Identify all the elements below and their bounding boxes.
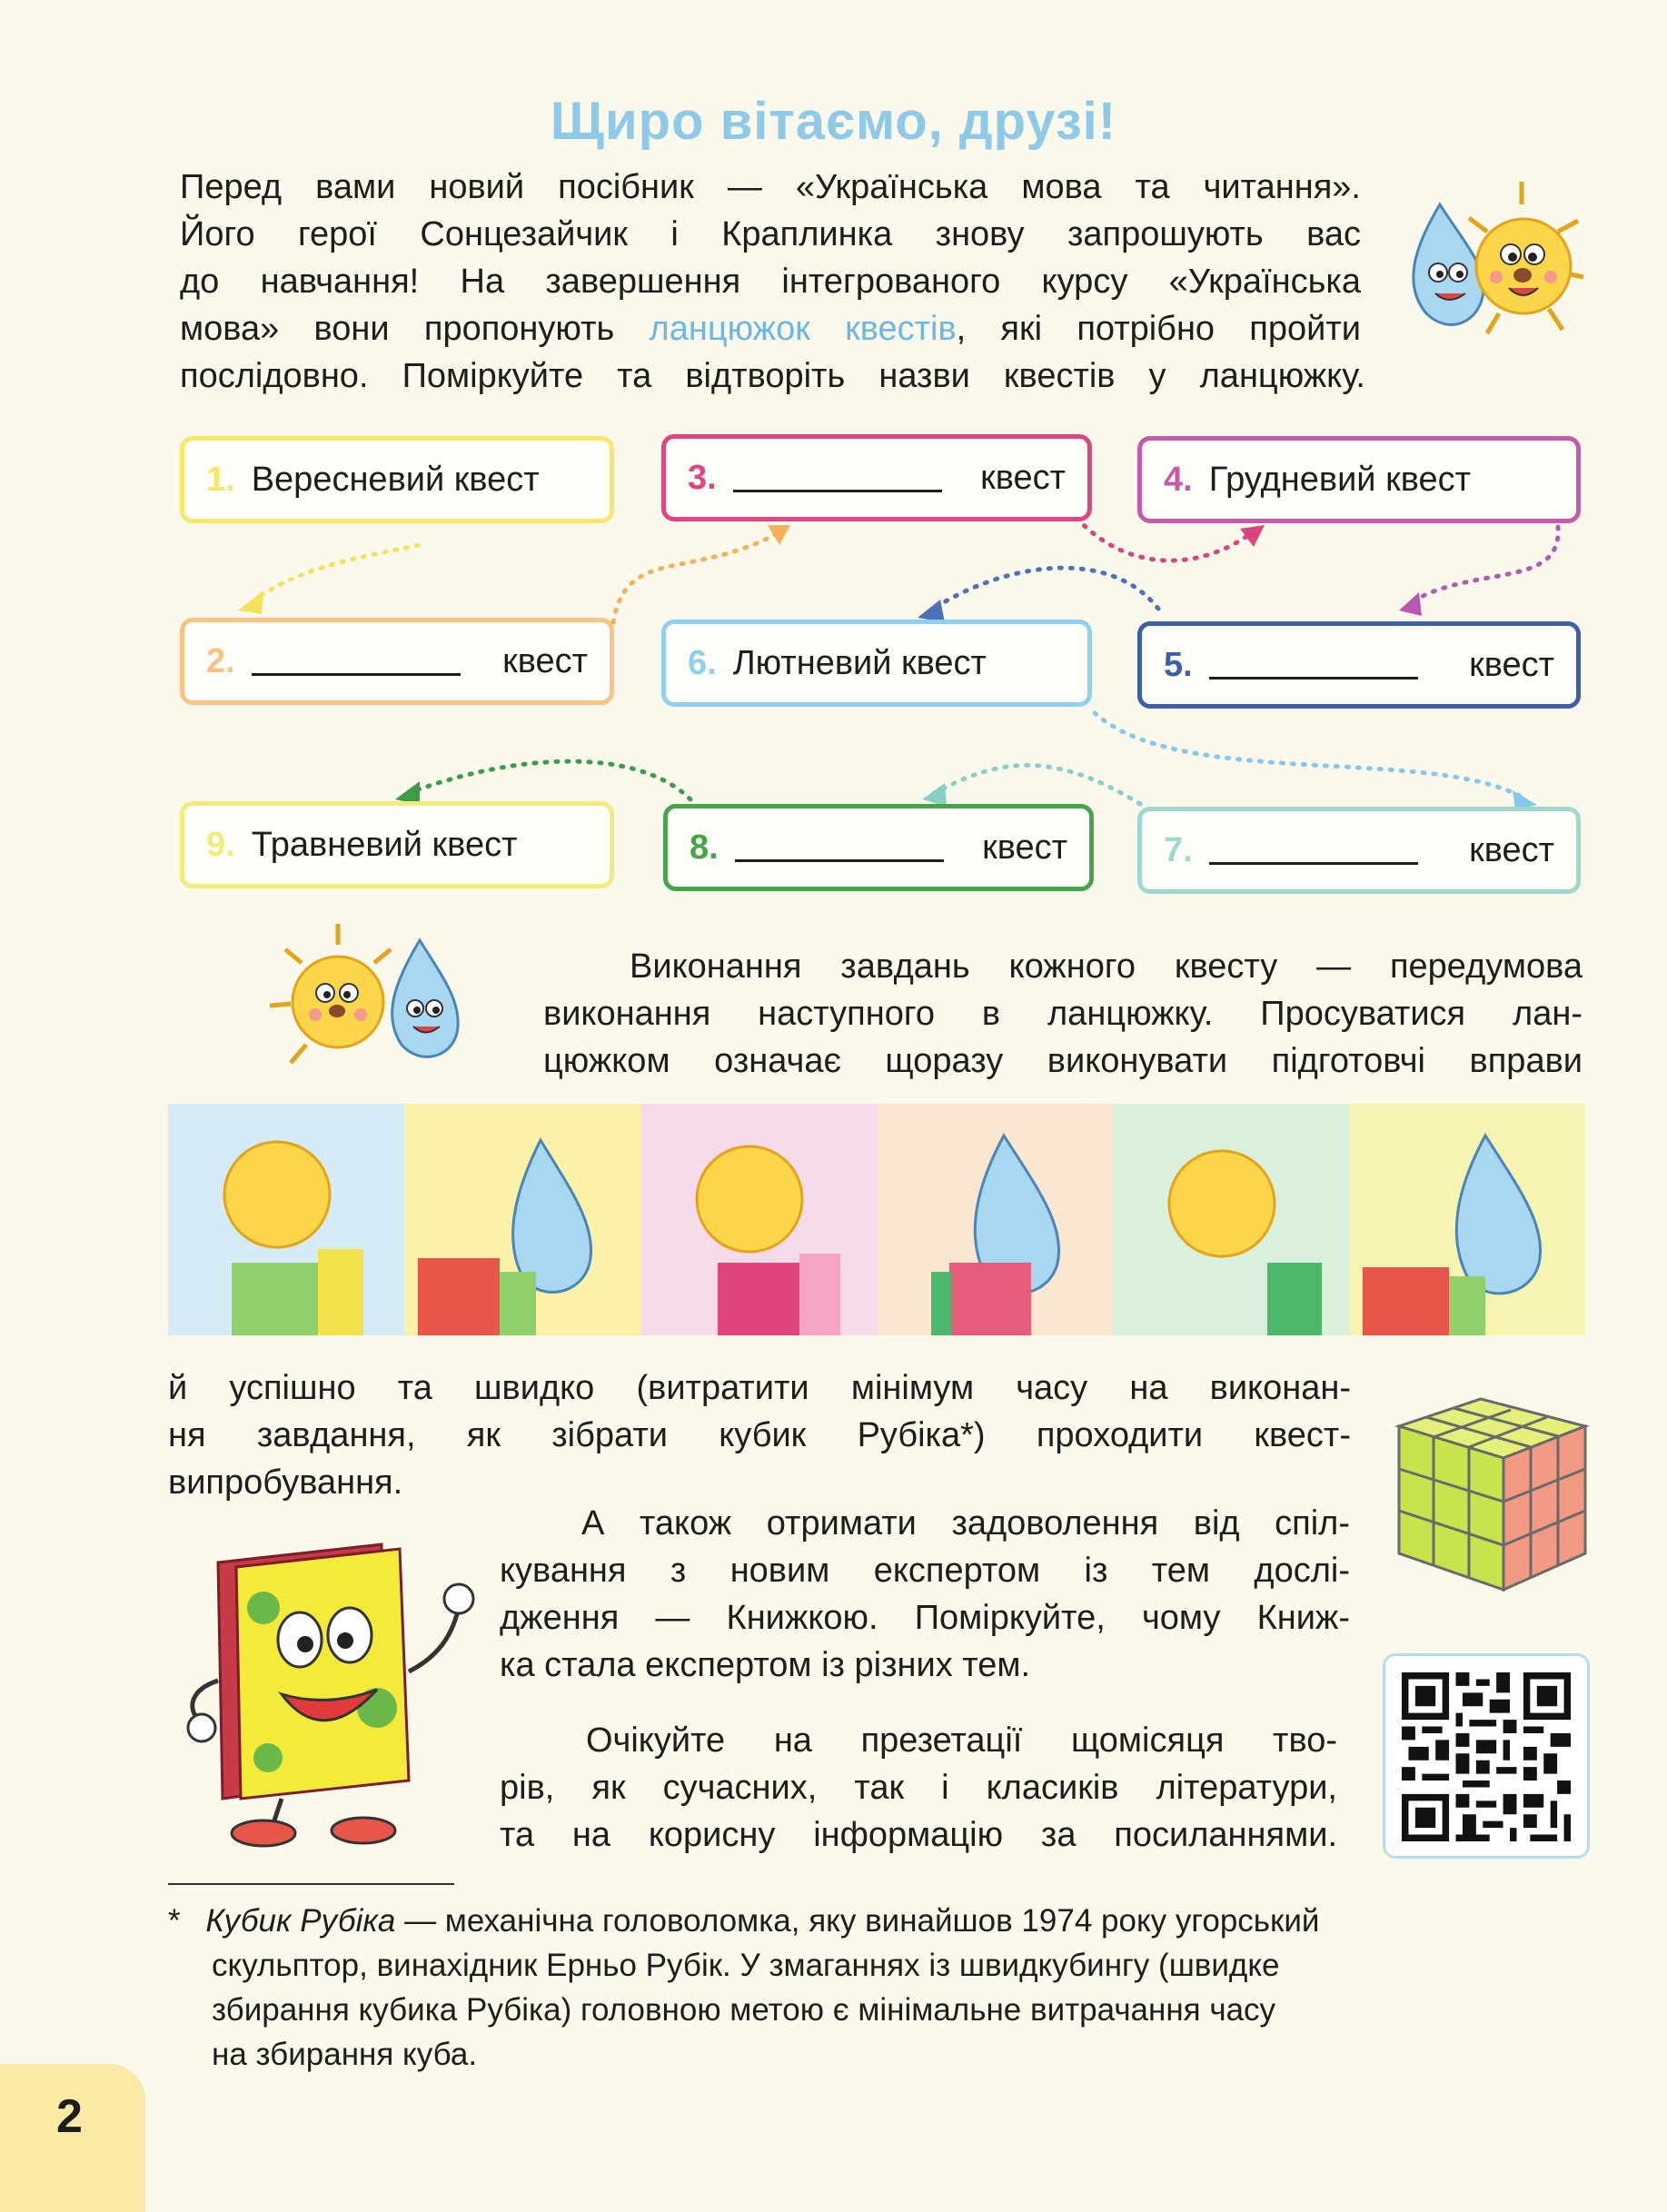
strip-panel xyxy=(168,1104,404,1335)
quest-number: 2. xyxy=(206,641,235,680)
quest-box-5[interactable] xyxy=(1137,621,1581,709)
after-strip-line: випробування. xyxy=(168,1463,403,1502)
quest-box-9 xyxy=(180,801,614,888)
connector-4-5 xyxy=(1408,527,1558,604)
strip-panel xyxy=(640,1104,877,1335)
quest-box-2[interactable] xyxy=(180,618,614,705)
quest-box-4 xyxy=(1137,436,1581,523)
quest-name: Лютневий квест xyxy=(732,643,987,682)
footnote xyxy=(168,1899,1581,2077)
after-strip-line: ня завдання, як зібрати кубик Рубіка*) проходити квест- xyxy=(168,1416,1351,1454)
quest-name-blank[interactable] xyxy=(735,834,944,862)
quest-suffix: квест xyxy=(1469,830,1554,869)
footnote-line: скульптор, винахідник Ерньо Рубік. У змаганнях із швидкубингу (швидке xyxy=(212,1948,1280,1983)
sunbunny-and-droplet-illustration-2 xyxy=(265,922,474,1076)
page-title: Щиро вітаємо, друзі! xyxy=(550,92,1117,151)
book-line: кування з новим експертом із тем дослі- xyxy=(500,1552,1350,1590)
intro-line: Перед вами новий посібник — «Українська мова та читання». xyxy=(180,168,1361,206)
book-line: дження — Книжкою. Поміркуйте, чому Книж- xyxy=(500,1599,1350,1637)
quest-suffix: квест xyxy=(982,828,1067,867)
droplet-body xyxy=(392,940,459,1056)
quest-suffix: квест xyxy=(1469,645,1554,684)
connector-2-3 xyxy=(613,531,781,622)
connector-8-9 xyxy=(404,761,690,799)
footnote-text: — механічна головоломка, яку винайшов 1974 року угорський xyxy=(395,1903,1320,1939)
quest-suffix: квест xyxy=(502,641,588,680)
strip-panel xyxy=(1349,1104,1585,1335)
quest-chain-link[interactable]: ланцюжок квестів xyxy=(649,310,957,348)
book-line: А також отримати задоволення від спіл- xyxy=(581,1504,1350,1542)
quest-name-blank[interactable] xyxy=(1209,651,1418,679)
qr-code-frame[interactable] xyxy=(1383,1653,1590,1859)
quest-box-8[interactable] xyxy=(663,804,1094,891)
quest-suffix: квест xyxy=(980,458,1066,497)
strip-panel xyxy=(404,1104,640,1335)
footnote-line: збирання кубика Рубіка) головною метою є мінімальне витрачання часу xyxy=(212,1992,1276,2028)
footnote-divider xyxy=(168,1883,454,1885)
quest-box-7[interactable] xyxy=(1137,807,1581,894)
presentation-line: рів, як сучасних, так і класиків літератури, xyxy=(500,1769,1337,1807)
quest-name: Травневий квест xyxy=(251,825,518,864)
footnote-line: на збирання куба. xyxy=(212,2037,478,2072)
rubiks-cube-illustration xyxy=(1394,1376,1590,1594)
intro-text: мова» вони пропонують xyxy=(180,310,650,348)
quest-box-6 xyxy=(661,620,1092,707)
quest-number: 1. xyxy=(206,460,235,499)
sunbunny-face xyxy=(293,957,383,1047)
quest-number: 7. xyxy=(1164,830,1193,869)
intro-line: до навчання! На завершення інтегрованого курсу «Українська xyxy=(180,263,1361,301)
quest-name-blank[interactable] xyxy=(1209,837,1418,865)
quest-name-blank[interactable] xyxy=(252,648,461,676)
intro-text: , які потрібно пройти xyxy=(956,310,1361,348)
connector-1-2 xyxy=(250,545,418,604)
quest-box-1 xyxy=(180,436,614,523)
connector-7-8 xyxy=(931,765,1140,804)
footnote-term: Кубик Рубіка xyxy=(205,1903,396,1939)
footnote-marker: * xyxy=(168,1903,181,1939)
connector-3-4 xyxy=(1077,518,1254,560)
presentation-paragraph xyxy=(500,1717,1337,1859)
book-character-illustration xyxy=(182,1526,491,1853)
quest-number: 3. xyxy=(688,458,717,497)
middle-line: Виконання завдань кожного квесту — передумова xyxy=(630,947,1583,986)
quest-number: 6. xyxy=(688,643,717,682)
quest-number: 5. xyxy=(1164,645,1193,684)
strip-panel xyxy=(877,1104,1113,1335)
presentation-line: та на корисну інформацію за посиланнями. xyxy=(500,1816,1337,1854)
connector-5-6 xyxy=(927,568,1158,613)
quest-name-blank[interactable] xyxy=(733,464,942,492)
quest-number: 8. xyxy=(690,828,719,867)
middle-line: виконання наступного в ланцюжку. Просуватися лан- xyxy=(543,995,1583,1033)
characters-illustration-strip xyxy=(168,1104,1585,1335)
middle-line: цюжком означає щоразу виконувати підготовчі вправи xyxy=(543,1042,1583,1080)
quest-name: Грудневий квест xyxy=(1208,460,1472,499)
quest-name: Вересневий квест xyxy=(251,460,540,499)
quest-box-3[interactable] xyxy=(661,434,1092,521)
quest-number: 9. xyxy=(206,825,235,864)
after-strip-paragraph xyxy=(168,1364,1351,1506)
qr-code-icon xyxy=(1402,1672,1571,1841)
intro-line: послідовно. Поміркуйте та відтворіть назви квестів у ланцюжку. xyxy=(180,357,1365,395)
intro-line: Його герої Сонцезайчик і Краплинка знову запрошують вас xyxy=(180,215,1361,253)
connector-6-7 xyxy=(1095,713,1526,799)
footnote-line xyxy=(168,1899,1581,1943)
after-strip-line: й успішно та швидко (витратити мінімум часу на виконан- xyxy=(168,1369,1351,1407)
presentation-line: Очікуйте на презетації щомісяця тво- xyxy=(586,1721,1337,1760)
middle-paragraph xyxy=(543,943,1583,1085)
quest-number: 4. xyxy=(1164,460,1193,499)
book-line: ка стала експертом із різних тем. xyxy=(500,1646,1031,1684)
book-paragraph xyxy=(500,1500,1350,1689)
page-number: 2 xyxy=(56,2090,83,2143)
strip-panel xyxy=(1113,1104,1349,1335)
